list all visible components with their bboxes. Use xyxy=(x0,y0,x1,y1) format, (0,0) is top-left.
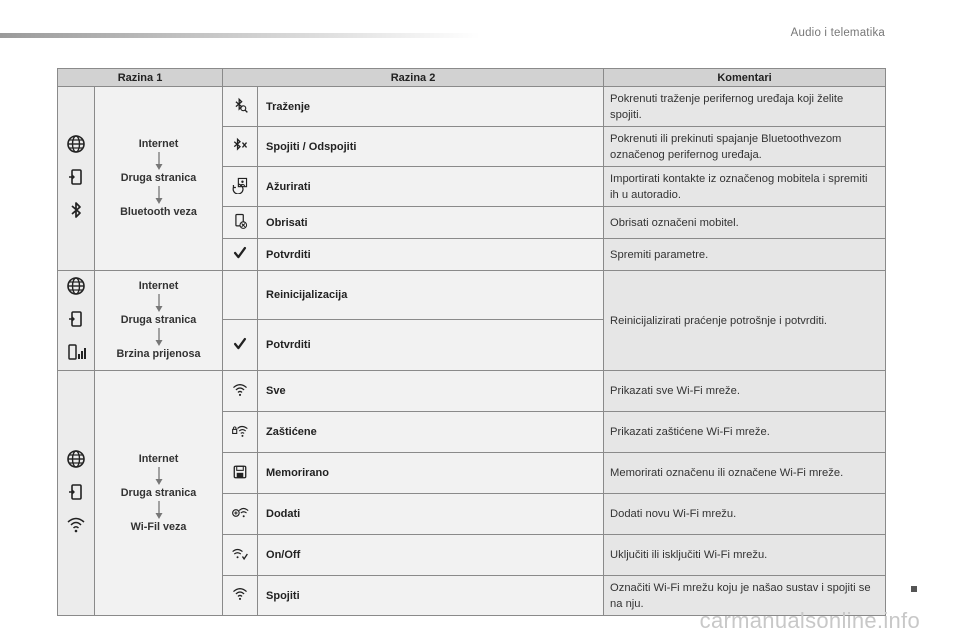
arrow-down-icon xyxy=(154,186,164,205)
checkmark-icon xyxy=(231,244,249,262)
level1-path-wifi xyxy=(95,371,223,616)
option-comment: Reinicijalizirati praćenje potrošnje i potvrditi. xyxy=(604,271,886,371)
option-comment: Spremiti parametre. xyxy=(604,239,886,271)
phone-icon xyxy=(65,166,87,188)
level1-step-page: Druga stranica xyxy=(120,314,197,326)
globe-icon xyxy=(65,275,87,297)
level1-step-bluetooth: Bluetooth veza xyxy=(120,206,197,218)
option-comment: Prikazati zaštićene Wi-Fi mreže. xyxy=(604,412,886,453)
level1-step-internet: Internet xyxy=(138,138,179,150)
option-label: Traženje xyxy=(258,87,604,127)
option-label: Obrisati xyxy=(258,207,604,239)
contacts-update-icon xyxy=(231,176,249,194)
arrow-down-icon xyxy=(154,467,164,486)
table-header-row xyxy=(58,69,886,87)
wifi-connect-icon xyxy=(231,585,249,603)
save-icon xyxy=(231,463,249,481)
option-label: Potvrditi xyxy=(258,320,604,371)
table-row xyxy=(58,87,886,127)
bluetooth-disconnect-icon xyxy=(231,136,249,154)
option-label: Ažurirati xyxy=(258,167,604,207)
phone-icon xyxy=(65,308,87,330)
option-label: Reinicijalizacija xyxy=(258,271,604,320)
page-marker xyxy=(911,586,917,592)
level1-path-bluetooth xyxy=(95,87,223,271)
option-label: Dodati xyxy=(258,494,604,535)
menu-table xyxy=(57,68,886,616)
option-comment: Prikazati sve Wi-Fi mreže. xyxy=(604,371,886,412)
option-label: Spojiti / Odspojiti xyxy=(258,127,604,167)
bluetooth-icon xyxy=(65,199,87,221)
option-comment: Obrisati označeni mobitel. xyxy=(604,207,886,239)
level1-step-internet: Internet xyxy=(138,280,179,292)
level1-icons-wifi xyxy=(58,371,95,616)
option-comment: Pokrenuti ili prekinuti spajanje Bluetoothvezom označenog perifernog uređaja. xyxy=(604,127,886,167)
option-comment: Importirati kontakte iz označenog mobitela i spremiti ih u autoradio. xyxy=(604,167,886,207)
level1-icons-bluetooth xyxy=(58,87,95,271)
wifi-icon xyxy=(65,514,87,536)
option-comment: Uključiti ili isključiti Wi-Fi mrežu. xyxy=(604,535,886,576)
option-comment: Memorirati označenu ili označene Wi-Fi mreže. xyxy=(604,453,886,494)
bluetooth-search-icon xyxy=(231,96,249,114)
header-level2: Razina 2 xyxy=(223,69,604,87)
option-label: Potvrditi xyxy=(258,239,604,271)
wifi-lock-icon xyxy=(231,422,249,440)
arrow-down-icon xyxy=(154,294,164,313)
data-rate-icon xyxy=(65,341,87,363)
arrow-down-icon xyxy=(154,501,164,520)
header-gradient-bar xyxy=(0,33,480,38)
wifi-add-icon xyxy=(231,504,249,522)
option-label: Spojiti xyxy=(258,576,604,616)
phone-icon xyxy=(65,481,87,503)
level1-step-internet: Internet xyxy=(138,452,179,465)
arrow-down-icon xyxy=(154,328,164,347)
wifi-toggle-icon xyxy=(231,545,249,563)
watermark: carmanualsonline.info xyxy=(699,608,920,633)
phone-delete-icon xyxy=(231,212,249,230)
level1-step-page: Druga stranica xyxy=(120,172,197,184)
header-level1: Razina 1 xyxy=(58,69,223,87)
level1-icons-data-rate xyxy=(58,271,95,371)
globe-icon xyxy=(65,448,87,470)
globe-icon xyxy=(65,133,87,155)
table-row xyxy=(58,371,886,412)
level1-path-data-rate xyxy=(95,271,223,371)
option-label: Memorirano xyxy=(258,453,604,494)
section-title: Audio i telematika xyxy=(790,27,885,39)
level1-step-wifi: Wi-Fil veza xyxy=(130,520,187,533)
option-comment: Dodati novu Wi-Fi mrežu. xyxy=(604,494,886,535)
wifi-icon xyxy=(231,381,249,399)
table-row xyxy=(58,271,886,320)
level1-step-data-rate: Brzina prijenosa xyxy=(116,348,201,360)
header-comments: Komentari xyxy=(604,69,886,87)
checkmark-icon xyxy=(231,335,249,353)
level1-step-page: Druga stranica xyxy=(120,486,197,499)
option-label: Sve xyxy=(258,371,604,412)
arrow-down-icon xyxy=(154,152,164,171)
option-label: Zaštićene xyxy=(258,412,604,453)
option-comment: Označiti Wi-Fi mrežu koju je našao sustav i spojiti se na nju. xyxy=(604,576,886,616)
option-label: On/Off xyxy=(258,535,604,576)
option-comment: Pokrenuti traženje perifernog uređaja koji želite spojiti. xyxy=(604,87,886,127)
